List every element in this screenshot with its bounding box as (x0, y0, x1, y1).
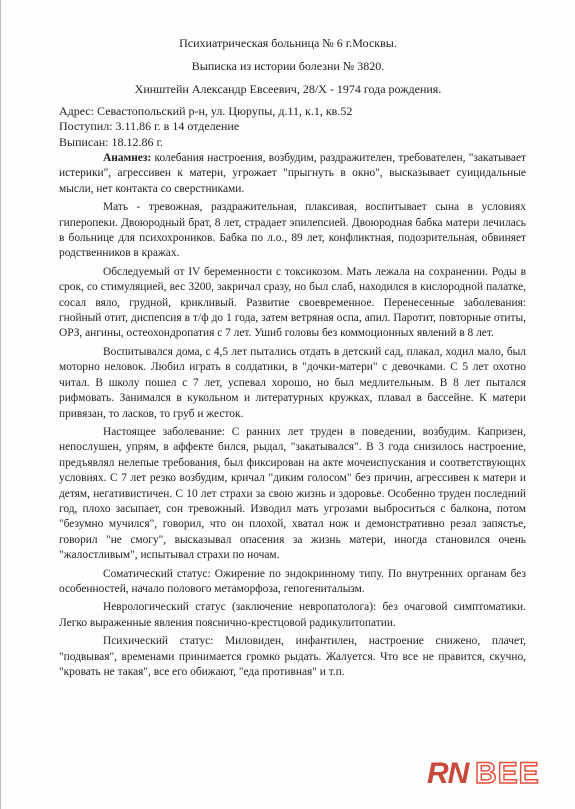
watermark-rn: RN (427, 757, 469, 790)
document-body (59, 151, 526, 683)
discharged-line: Выписан: 18.12.86 г. (59, 135, 164, 149)
neuro-status-paragraph: Неврологический статус (заключение невропатолога): без очаговой симптоматики. Легко выраженные явления пояснично-крестцовой радикулитопатии. (59, 601, 526, 629)
anamnesis-text: колебания настроения, возбудим, раздражителен, требователен, "закатывает истерики", агрессивен к матери, угрожает "прыгнуть в окно", высказывает суицидальные мысли, нет контакта со сверстниками. (59, 152, 526, 195)
upbringing-paragraph: Воспитывался дома, с 4,5 лет пытались отдать в детский сад, плакал, ходил мало, был моторно неловок. Любил играть в солдатики, в "дочки-матери" с девочками. С 5 лет охотно читал. В школу пошел с 7 лет, успевал хорошо, но был медлительным. В 8 лет пытался рифмовать. Занимался в кукольном и литературных кружках, плавал в бассейне. К матери привязан, то ласков, то груб и жесток. (59, 345, 526, 420)
anamnesis-paragraph (59, 151, 526, 197)
mother-paragraph: Мать - тревожная, раздражительная, плаксивая, воспитывает сына в условиях гиперопеки. Двоюродный брат, 8 лет, страдает эпилепсией. Двоюродная бабка матери лечилась в больнице для психохроников. Бабка по л.о., 89 лет, конфликтная, подозрительная, обвиняет родственников в кражах. (59, 201, 526, 260)
extract-title: Выписка из истории болезни № 3820. (191, 59, 385, 73)
admitted-line: Поступил: 3.11.86 г. в 14 отделение (59, 119, 240, 133)
patient-name: Хинштейн Александр Евсеевич, 28/Х - 1974 года рождения. (134, 82, 442, 96)
address-line: Адрес: Севастопольский р-н, ул. Цюрупы, д.11, к.1, кв.52 (59, 104, 353, 118)
psychic-status-paragraph: Психический статус: Миловиден, инфантилен, настроение снижено, плачет, "подвывая", временами принимается громко рыдать. Жалуется. Что все не правится, скучно, "кровать не такая", все его обижают, "еда противная" и т.п. (59, 635, 526, 678)
current-illness-paragraph: Настоящее заболевание: С ранних лет труден в поведении, возбудим. Капризен, непослушен, упрям, в аффекте бился, рыдал, "закатывался". В 3 года снизилось настроение, предъявлял нелепые требования, был фиксирован на акте мочеиспускания и соответствующих условиях. С 7 лет резко возбудим, кричал "диким голосом" без причин, агрессивен к матери и детям, негативистичен. С 10 лет страхи за свою жизнь и здоровье. Особенно труден последний год, плохо засыпает, сон тревожный. Изводил мать угрозами выброситься с балкона, потом "безумно мучился", говорил, что он плохой, хватал нож и демонстративно резал запястье, говорил "не смогу", высказывал опасения за жизнь матери, иногда становился очень "жалостливым", испытывал страхи по ночам. (59, 425, 526, 562)
watermark-bee: BEE (475, 757, 540, 790)
birth-paragraph: Обследуемый от IV беременности с токсикозом. Мать лежала на сохранении. Роды в срок, со стимуляцией, вес 3200, закричал сразу, но был слаб, находился в кислородной палатке, сосал вяло, грудной, крикливый. Развитие своевременное. Перенесенные заболевания: гнойный отит, диспепсия в т/ф до 1 года, затем ветряная оспа, апил. Паротит, повторные отиты, ОРЗ, ангины, остеохондропатия с 7 лет. Ушиб головы без коммоционных явлений в 8 лет. (59, 265, 526, 340)
somatic-status-paragraph: Соматический статус: Ожирение по эндокринному типу. По внутренних органам без особенностей, начало полового метаморфоза, гепогениталызм. (59, 567, 526, 595)
hospital-title: Психиатрическая больница № 6 г.Москвы. (179, 36, 397, 50)
anamnesis-label: Анамнез: (103, 152, 152, 164)
rnbee-watermark (427, 757, 557, 797)
